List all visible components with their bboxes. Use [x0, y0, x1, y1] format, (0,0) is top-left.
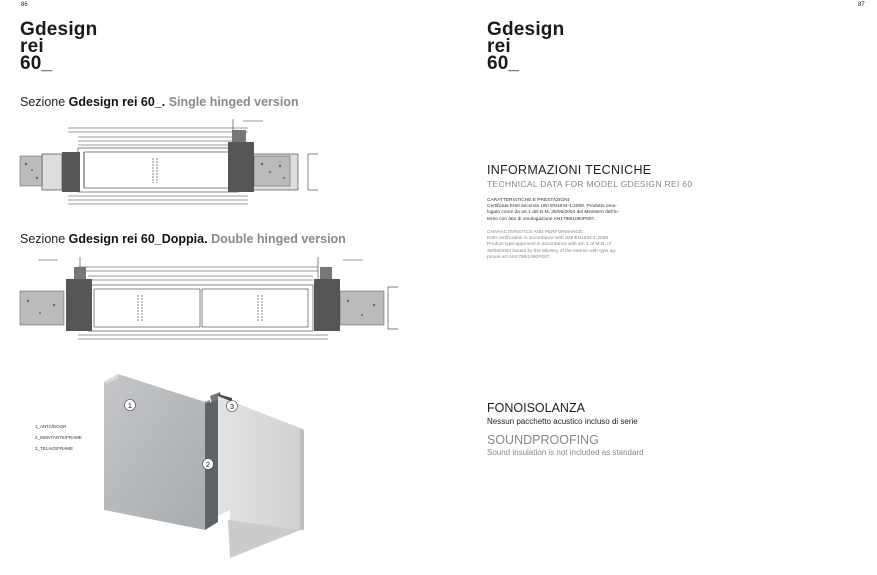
info-en-line: EI60 certification in accordance with UNI EN1634-1:2009. [487, 236, 610, 242]
info-italian-block [487, 198, 619, 223]
brand-title-left [20, 21, 97, 72]
legend-item: 3_TELAIO/FRAME [35, 446, 74, 451]
soundproofing-title: SOUNDPROOFING [487, 433, 599, 447]
info-english-block [487, 230, 617, 261]
info-it-heading: CARATTERISTICHE E PRESTAZIONI: [487, 198, 571, 203]
info-en-line: proval act AN1796I1080P007. [487, 254, 551, 260]
brand-line: Gdesign [487, 19, 565, 40]
brand-line: rei [20, 36, 44, 57]
page-number-right: 87 [858, 2, 865, 8]
legend [35, 421, 82, 454]
section-title-double: Sezione Gdesign rei 60_Doppia. Double hinged version [20, 232, 346, 246]
svg-text:3: 3 [229, 402, 235, 411]
info-en-heading: CHARACTERISTICS AND PERFORMANCE: [487, 230, 584, 235]
legend-item: 2_MONTANTE/FRAME [35, 435, 82, 440]
double-hinged-section-drawing [18, 257, 403, 347]
svg-text:1: 1 [127, 401, 133, 410]
info-subtitle: TECHNICAL DATA FOR MODEL GDESIGN REI 60 [487, 179, 693, 189]
info-it-line: terno con atto di omologazione AN1796I1080P007. [487, 216, 596, 222]
single-hinged-section-drawing [18, 118, 323, 213]
brand-line: rei [487, 36, 511, 57]
legend-item: 1_ANTA/DOOR [35, 424, 67, 429]
soundproofing-text: Sound insulation is not included as standard [487, 448, 644, 457]
brand-line: 60_ [487, 53, 520, 74]
info-it-line: Certificata EI60 secondo UNI EN1634-1:2009. Prodotto omo- [487, 204, 617, 210]
fono-title: FONOISOLANZA [487, 401, 585, 415]
fono-text: Nessun pacchetto acustico incluso di serie [487, 417, 638, 426]
svg-text:2: 2 [205, 460, 211, 469]
brand-line: Gdesign [20, 19, 98, 40]
brand-title-right [487, 21, 564, 72]
page-number-left: 86 [21, 2, 28, 8]
info-en-line: 30/06/2004 issued by the Ministry of the Interior with type ap- [487, 248, 617, 254]
door-3d-render [100, 370, 305, 560]
door-leaf-shape [104, 374, 205, 530]
info-it-line: logato come da art.1 del D.M. 30/06/2004 del Ministero dell'In- [487, 210, 620, 216]
info-en-line: Product type-approved in accordance with art. 1 of M.D. of [487, 242, 611, 248]
section-title-single: Sezione Gdesign rei 60_. Single hinged version [20, 95, 299, 109]
info-title: INFORMAZIONI TECNICHE [487, 163, 652, 177]
brand-line: 60_ [20, 53, 53, 74]
